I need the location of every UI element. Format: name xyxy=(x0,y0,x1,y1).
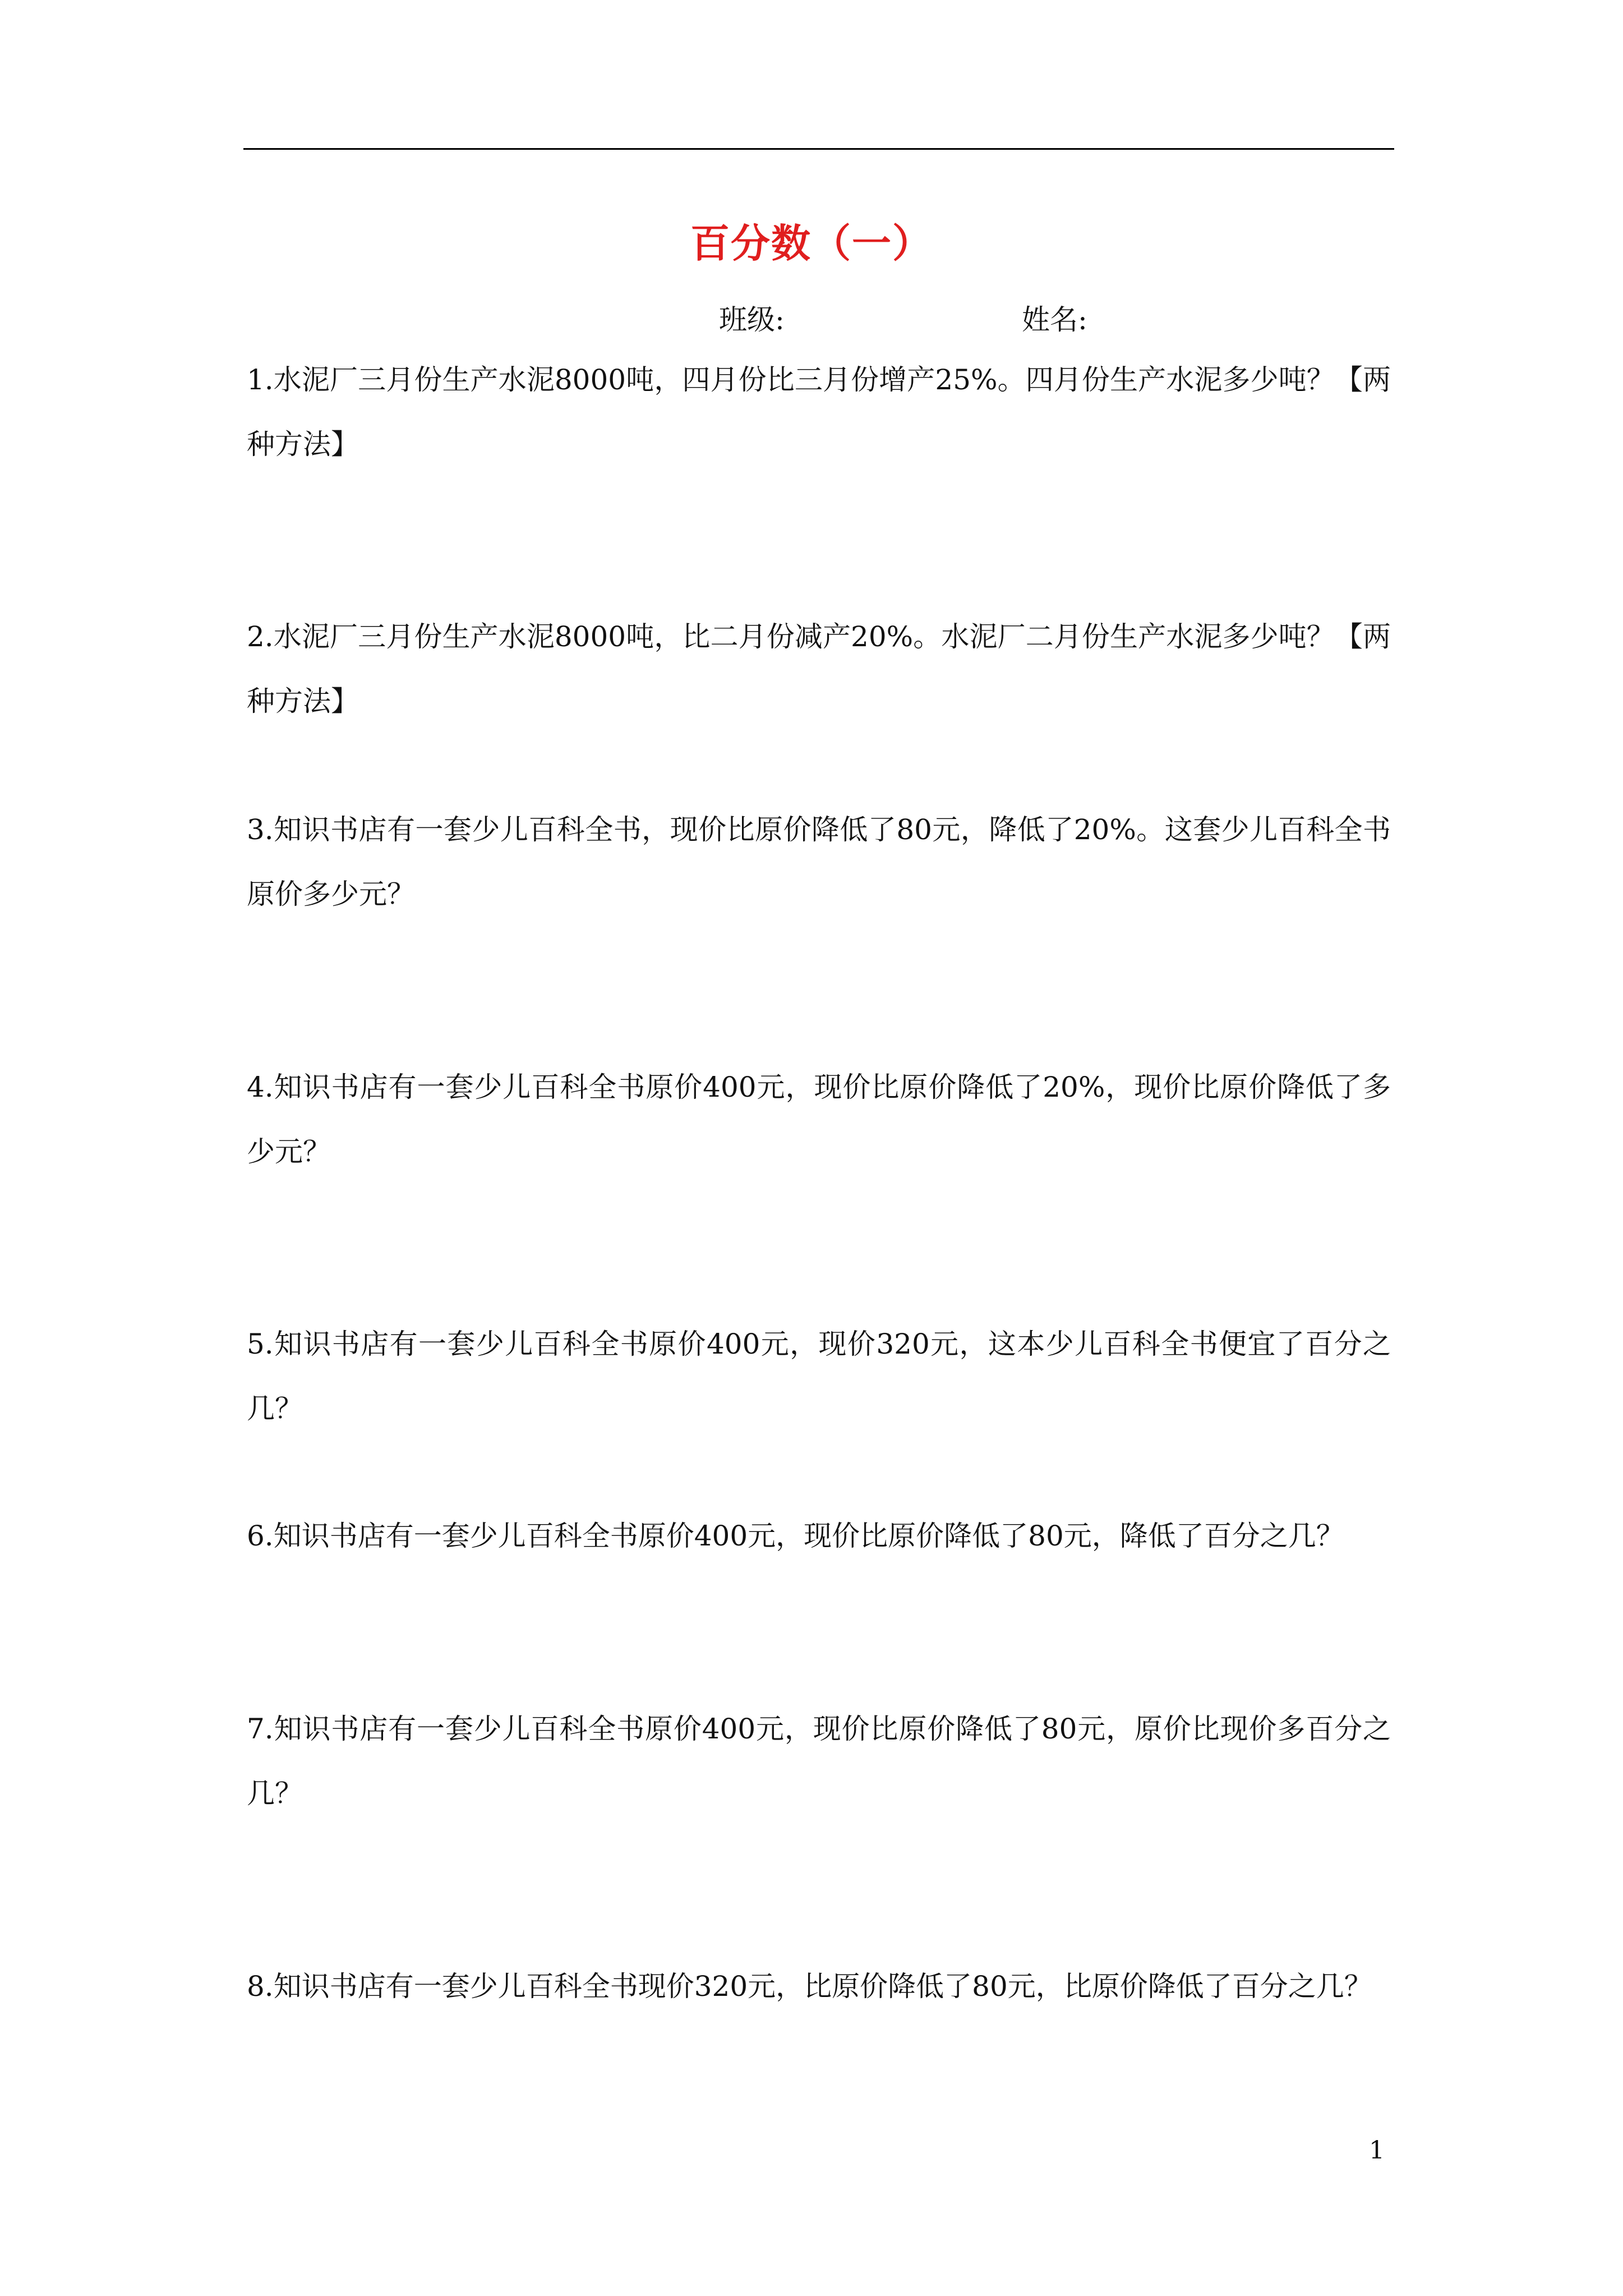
page-title: 百分数（一） xyxy=(690,220,933,266)
question-7: 7.知识书店有一套少儿百科全书原价400元，现价比原价降低了80元，原价比现价多百分之几？ xyxy=(247,1713,1391,1810)
question-1: 1.水泥厂三月份生产水泥8000吨，四月份比三月份增产25%。四月份生产水泥多少吨？【两种方法】 xyxy=(247,364,1391,461)
question-6: 6.知识书店有一套少儿百科全书原价400元，现价比原价降低了80元，降低了百分之几？ xyxy=(247,1520,1344,1552)
question-3: 3.知识书店有一套少儿百科全书，现价比原价降低了80元，降低了20%。这套少儿百科全书原价多少元？ xyxy=(247,813,1391,910)
page-number: 1 xyxy=(1369,2136,1385,2165)
header-rule xyxy=(243,148,1394,150)
question-2: 2.水泥厂三月份生产水泥8000吨，比二月份减产20%。水泥厂二月份生产水泥多少吨？【两种方法】 xyxy=(247,620,1391,717)
question-5: 5.知识书店有一套少儿百科全书原价400元，现价320元，这本少儿百科全书便宜了百分之几？ xyxy=(247,1328,1391,1425)
question-8: 8.知识书店有一套少儿百科全书现价320元，比原价降低了80元，比原价降低了百分之几？ xyxy=(247,1970,1372,2003)
class-label: 班级: xyxy=(719,303,785,336)
question-4: 4.知识书店有一套少儿百科全书原价400元，现价比原价降低了20%，现价比原价降低了多少元？ xyxy=(247,1071,1391,1168)
name-label: 姓名: xyxy=(1022,303,1087,336)
